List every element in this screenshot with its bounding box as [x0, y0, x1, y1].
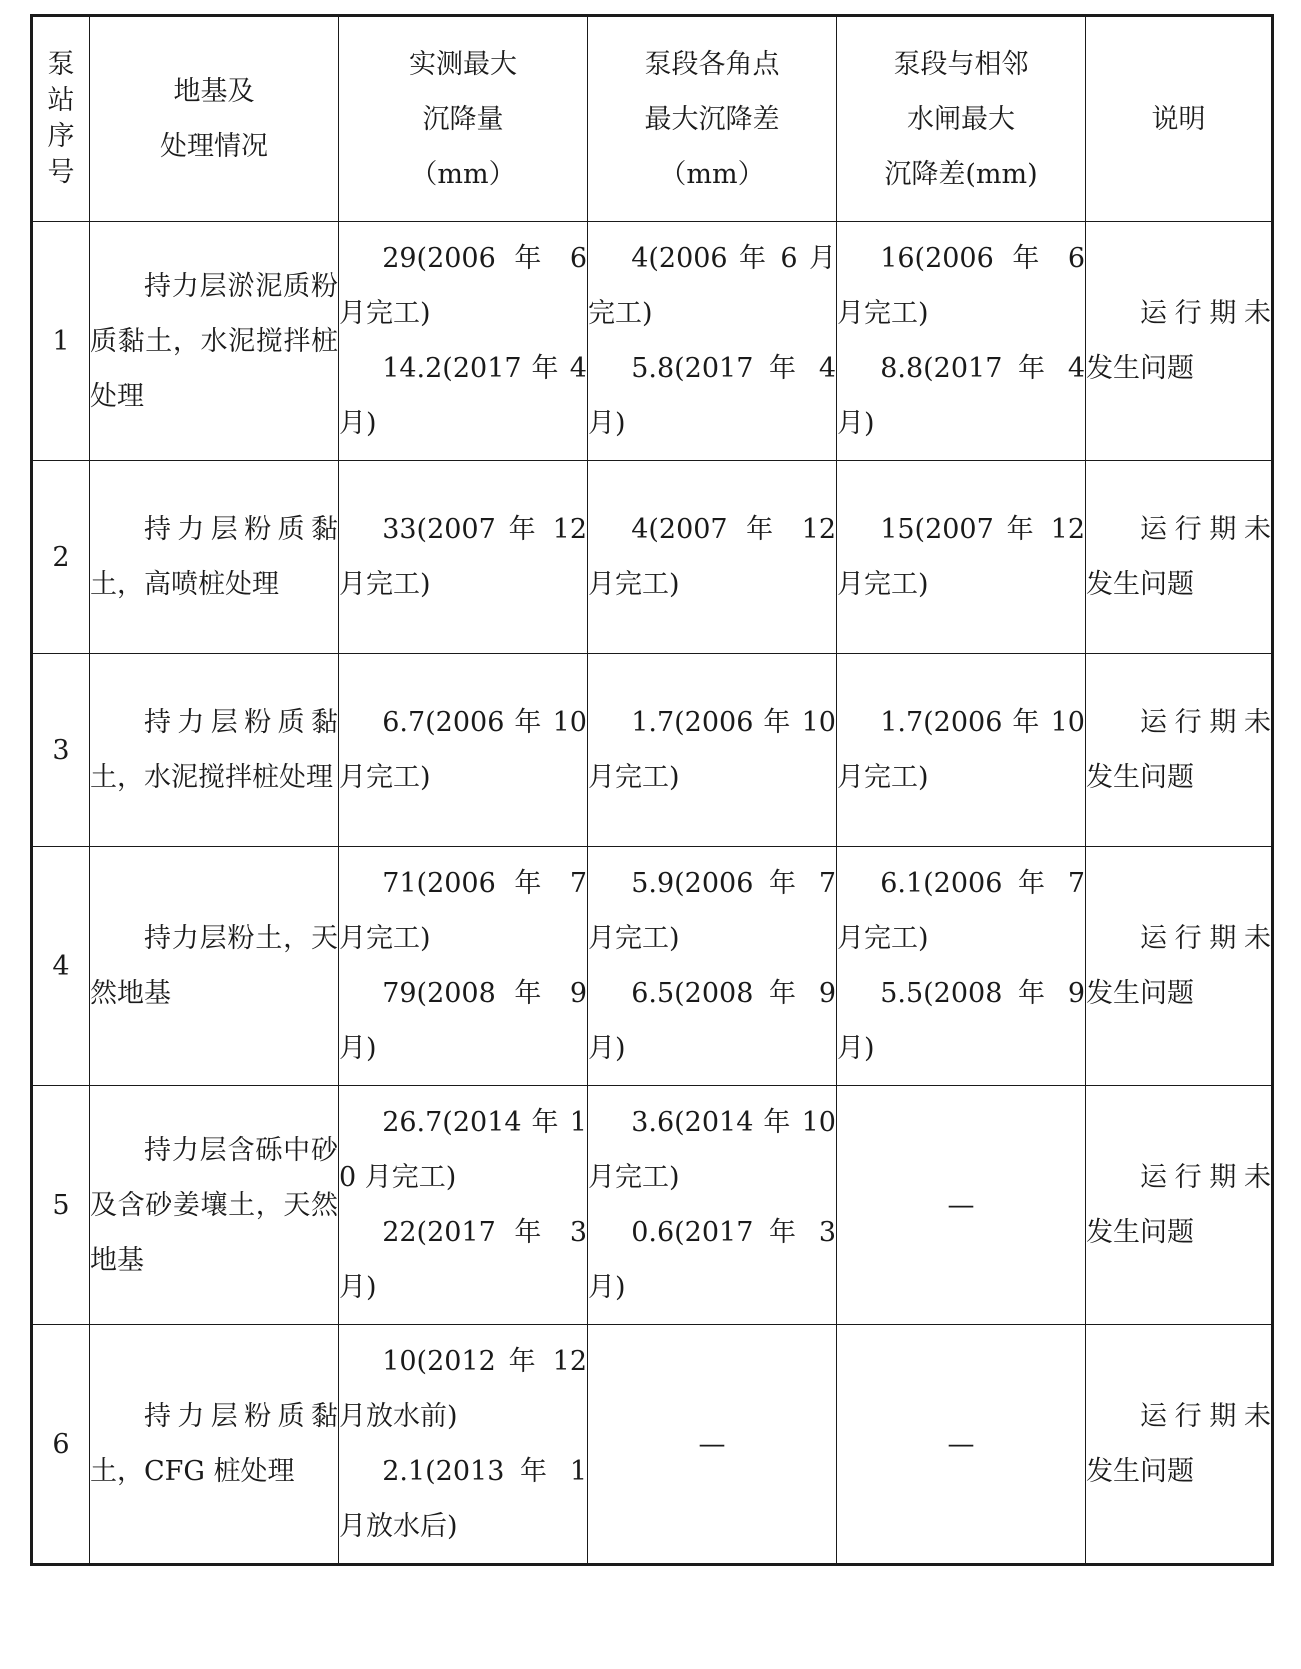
measured-max-cell: [339, 1325, 588, 1565]
note-text: 运行期未发生问题: [1086, 1162, 1271, 1248]
station-no-cell: 6: [32, 1325, 90, 1565]
adjacent-gate-diff-entry: 1.7(2006 年 10 月完工): [837, 707, 1085, 793]
note-text: 运行期未发生问题: [1086, 514, 1271, 600]
corner-diff-entry: 5.8(2017 年 4 月): [588, 353, 836, 439]
note-text: 运行期未发生问题: [1086, 923, 1271, 1009]
foundation-text: 持力层淤泥质粉质黏土，水泥搅拌桩处理: [90, 270, 338, 412]
header-measured-max: [339, 16, 588, 222]
header-station-no: [32, 16, 90, 222]
adjacent-gate-diff-cell: —: [837, 1086, 1086, 1325]
header-row: [32, 16, 1273, 222]
adjacent-gate-diff-entry: 8.8(2017 年 4 月): [837, 353, 1085, 439]
measured-max-entry: 29(2006 年 6 月完工): [339, 243, 587, 329]
header-station-no-label: 泵站序号: [47, 49, 75, 188]
header-note-label: 说明: [1151, 103, 1206, 135]
corner-diff-entry: 6.5(2008 年 9 月): [588, 978, 836, 1064]
foundation-text: 持力层粉质黏土，水泥搅拌桩处理: [90, 707, 338, 793]
note-text: 运行期未发生问题: [1086, 707, 1271, 793]
foundation-cell: [90, 847, 339, 1086]
adjacent-gate-diff-cell: [837, 847, 1086, 1086]
measured-max-entry: 79(2008 年 9 月): [339, 978, 587, 1064]
table-row: [32, 654, 1273, 847]
adjacent-gate-diff-entry: 6.1(2006 年 7 月完工): [837, 868, 1085, 954]
station-no-cell: 1: [32, 222, 90, 461]
adjacent-gate-diff-cell: [837, 654, 1086, 847]
table-row: [32, 461, 1273, 654]
header-corner-diff-line: （mm）: [659, 158, 765, 190]
adjacent-gate-diff-cell: [837, 461, 1086, 654]
note-cell: [1086, 1325, 1273, 1565]
note-cell: [1086, 461, 1273, 654]
adjacent-gate-diff-entry: 16(2006 年 6 月完工): [837, 243, 1085, 329]
header-measured-max-line: 实测最大: [409, 48, 517, 80]
header-foundation-line: 地基及: [173, 76, 255, 107]
foundation-text: 持力层粉土，天然地基: [90, 923, 338, 1009]
measured-max-cell: [339, 222, 588, 461]
header-adjacent-gate-diff-line: 泵段与相邻: [893, 48, 1029, 80]
measured-max-entry: 22(2017 年 3 月): [339, 1217, 587, 1303]
corner-diff-entry: 5.9(2006 年 7 月完工): [588, 868, 836, 954]
station-no-cell: 3: [32, 654, 90, 847]
measured-max-entry: 2.1(2013 年 1 月放水后): [339, 1456, 587, 1542]
header-adjacent-gate-diff-line: 沉降差(mm): [884, 158, 1038, 190]
measured-max-cell: [339, 654, 588, 847]
corner-diff-entry: 3.6(2014 年 10 月完工): [588, 1107, 836, 1193]
measured-max-cell: [339, 461, 588, 654]
foundation-cell: [90, 654, 339, 847]
corner-diff-entry: 0.6(2017 年 3 月): [588, 1217, 836, 1303]
corner-diff-cell: —: [588, 1325, 837, 1565]
note-text: 运行期未发生问题: [1086, 1401, 1271, 1487]
table-row: [32, 222, 1273, 461]
note-cell: [1086, 847, 1273, 1086]
settlement-table: [30, 14, 1274, 1566]
header-measured-max-line: （mm）: [410, 158, 516, 190]
adjacent-gate-diff-cell: —: [837, 1325, 1086, 1565]
foundation-cell: [90, 222, 339, 461]
corner-diff-entry: 4(2006 年 6 月完工): [588, 243, 836, 329]
header-adjacent-gate-diff: [837, 16, 1086, 222]
header-measured-max-line: 沉降量: [422, 103, 504, 135]
header-corner-diff-line: 最大沉降差: [644, 103, 780, 135]
header-corner-diff: [588, 16, 837, 222]
header-note: [1086, 16, 1273, 222]
header-foundation-line: 处理情况: [160, 131, 268, 162]
foundation-text: 持力层粉质黏土，CFG 桩处理: [90, 1401, 338, 1487]
measured-max-entry: 26.7(2014 年 10 月完工): [339, 1107, 587, 1193]
note-cell: [1086, 222, 1273, 461]
corner-diff-cell: [588, 847, 837, 1086]
station-no-cell: 4: [32, 847, 90, 1086]
header-corner-diff-line: 泵段各角点: [644, 48, 780, 80]
station-no-cell: 5: [32, 1086, 90, 1325]
corner-diff-cell: [588, 1086, 837, 1325]
table-row: [32, 847, 1273, 1086]
header-adjacent-gate-diff-line: 水闸最大: [907, 103, 1015, 135]
measured-max-cell: [339, 1086, 588, 1325]
foundation-text: 持力层含砾中砂及含砂姜壤土，天然地基: [90, 1134, 338, 1276]
header-foundation: [90, 16, 339, 222]
corner-diff-cell: [588, 654, 837, 847]
foundation-cell: [90, 461, 339, 654]
station-no-cell: 2: [32, 461, 90, 654]
foundation-cell: [90, 1325, 339, 1565]
measured-max-entry: 33(2007 年 12 月完工): [339, 514, 587, 600]
note-cell: [1086, 654, 1273, 847]
table-row: [32, 1086, 1273, 1325]
corner-diff-cell: [588, 222, 837, 461]
note-cell: [1086, 1086, 1273, 1325]
measured-max-entry: 14.2(2017 年 4 月): [339, 353, 587, 439]
corner-diff-cell: [588, 461, 837, 654]
table-row: [32, 1325, 1273, 1565]
measured-max-entry: 6.7(2006 年 10 月完工): [339, 707, 587, 793]
note-text: 运行期未发生问题: [1086, 298, 1271, 384]
measured-max-entry: 71(2006 年 7 月完工): [339, 868, 587, 954]
measured-max-cell: [339, 847, 588, 1086]
adjacent-gate-diff-cell: [837, 222, 1086, 461]
foundation-text: 持力层粉质黏土，高喷桩处理: [90, 514, 338, 600]
foundation-cell: [90, 1086, 339, 1325]
corner-diff-entry: 4(2007 年 12 月完工): [588, 514, 836, 600]
adjacent-gate-diff-entry: 15(2007 年 12 月完工): [837, 514, 1085, 600]
adjacent-gate-diff-entry: 5.5(2008 年 9 月): [837, 978, 1085, 1064]
measured-max-entry: 10(2012 年 12 月放水前): [339, 1346, 587, 1432]
corner-diff-entry: 1.7(2006 年 10 月完工): [588, 707, 836, 793]
